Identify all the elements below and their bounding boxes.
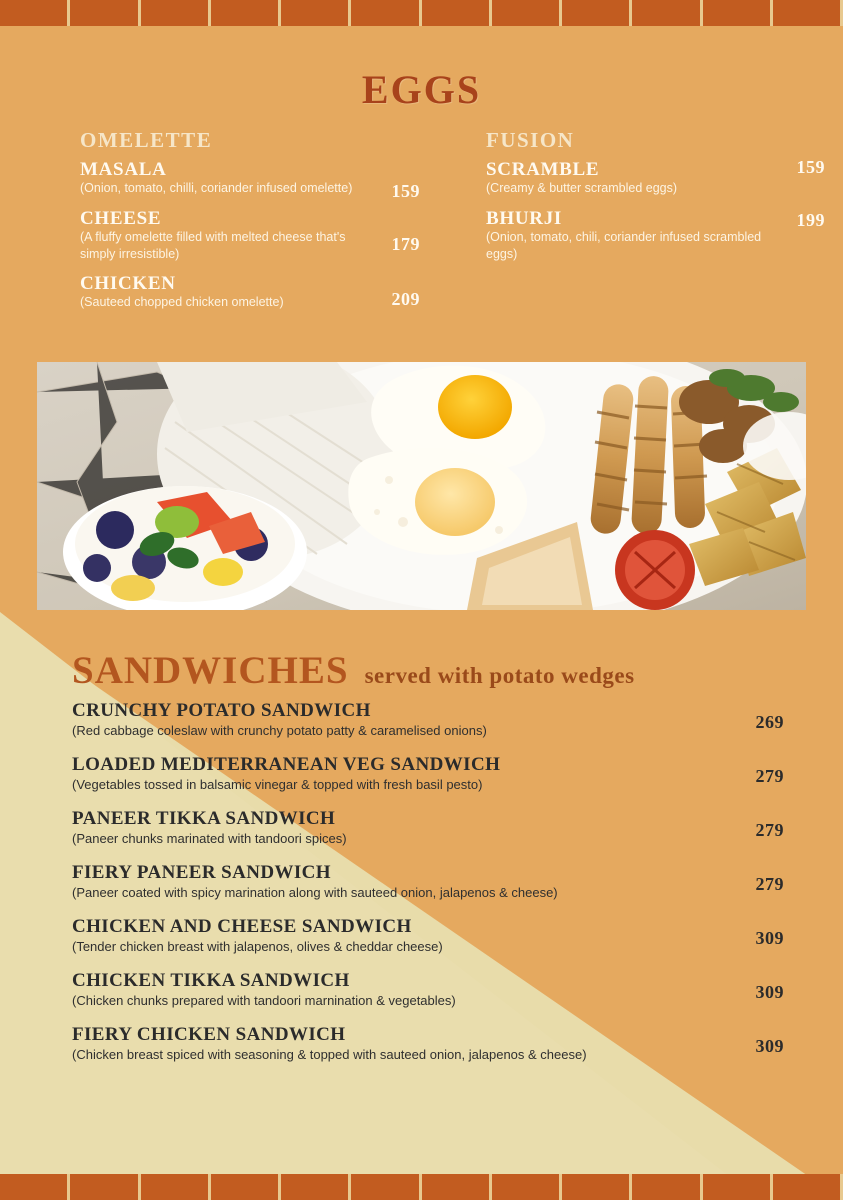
breakfast-photo-illustration — [37, 362, 806, 610]
menu-item — [80, 159, 420, 201]
item-name: PANEER TIKKA SANDWICH — [72, 808, 336, 829]
border-tile — [773, 0, 843, 26]
border-tile — [211, 0, 281, 26]
item-description: (A fluffy omelette filled with melted cheese that's simply irresistible) — [80, 230, 346, 261]
border-tile — [351, 0, 421, 26]
item-description: (Paneer chunks marinated with tandoori spices) — [72, 830, 347, 846]
item-price: 159 — [391, 181, 420, 201]
border-tile — [70, 1174, 140, 1200]
item-description: (Creamy & butter scrambled eggs) — [486, 181, 678, 196]
list-item — [72, 970, 784, 1010]
border-tile — [0, 1174, 70, 1200]
sandwiches-subtitle: served with potato wedges — [364, 663, 635, 688]
item-price: 179 — [391, 233, 420, 254]
item-description: (Vegetables tossed in balsamic vinegar & topped with fresh basil pesto) — [72, 776, 483, 792]
item-price: 309 — [755, 1036, 784, 1056]
sandwiches-header — [72, 648, 635, 693]
top-border-band — [0, 0, 843, 26]
item-name: LOADED MEDITERRANEAN VEG SANDWICH — [72, 754, 501, 775]
item-description: (Chicken chunks prepared with tandoori marnination & vegetables) — [72, 992, 456, 1008]
item-description: (Paneer coated with spicy marination along with sauteed onion, jalapenos & cheese) — [72, 884, 558, 900]
menu-item — [80, 273, 420, 311]
list-item — [72, 862, 784, 902]
menu-item — [80, 208, 420, 262]
omelette-heading: OMELETTE — [80, 128, 213, 152]
item-name: MASALA — [80, 159, 167, 180]
breakfast-photo — [37, 362, 806, 610]
item-description: (Sauteed chopped chicken omelette) — [80, 295, 284, 310]
bottom-border-band — [0, 1174, 843, 1200]
item-price: 309 — [755, 982, 784, 1002]
item-price: 279 — [755, 820, 784, 840]
item-name: CRUNCHY POTATO SANDWICH — [72, 700, 371, 721]
list-item — [72, 754, 784, 794]
item-description: (Onion, tomato, chili, coriander infused scrambled eggs) — [486, 230, 762, 261]
border-tile — [632, 1174, 702, 1200]
border-tile — [492, 1174, 562, 1200]
border-tile — [703, 1174, 773, 1200]
border-tile — [211, 1174, 281, 1200]
border-tile — [0, 0, 70, 26]
list-item — [72, 916, 784, 956]
item-price: 309 — [755, 928, 784, 948]
border-tile — [422, 0, 492, 26]
item-price: 209 — [391, 289, 420, 310]
omelette-column — [0, 128, 420, 322]
fusion-column — [420, 128, 843, 322]
item-price: 279 — [755, 766, 784, 786]
border-tile — [141, 0, 211, 26]
item-price: 199 — [796, 209, 825, 230]
menu-item — [486, 159, 843, 197]
border-tile — [632, 0, 702, 26]
eggs-sections — [0, 128, 843, 322]
border-tile — [281, 1174, 351, 1200]
border-tile — [703, 0, 773, 26]
item-description: (Tender chicken breast with jalapenos, olives & cheddar cheese) — [72, 938, 443, 954]
border-tile — [141, 1174, 211, 1200]
menu-item — [486, 208, 843, 262]
item-price: 269 — [755, 712, 784, 732]
item-description: (Onion, tomato, chilli, coriander infused omelette) — [80, 181, 353, 196]
item-name: CHICKEN TIKKA SANDWICH — [72, 970, 350, 991]
border-tile — [281, 0, 351, 26]
item-price: 279 — [755, 874, 784, 894]
item-name: SCRAMBLE — [486, 159, 600, 180]
item-name: CHEESE — [80, 207, 162, 229]
border-tile — [562, 0, 632, 26]
border-tile — [422, 1174, 492, 1200]
item-name: FIERY PANEER SANDWICH — [72, 862, 331, 883]
border-tile — [773, 1174, 843, 1200]
border-tile — [351, 1174, 421, 1200]
item-name: FIERY CHICKEN SANDWICH — [72, 1024, 346, 1045]
fusion-heading: FUSION — [486, 128, 575, 152]
item-name: CHICKEN — [80, 273, 176, 295]
eggs-section-title: EGGS — [361, 67, 482, 112]
item-name: BHURJI — [486, 207, 562, 229]
sandwiches-list — [72, 700, 784, 1078]
list-item — [72, 700, 784, 740]
item-description: (Chicken breast spiced with seasoning & topped with sauteed onion, jalapenos & cheese) — [72, 1046, 587, 1062]
border-tile — [70, 0, 140, 26]
sandwiches-section-title: SANDWICHES — [72, 649, 349, 692]
border-tile — [492, 0, 562, 26]
list-item — [72, 808, 784, 848]
item-price: 159 — [796, 157, 825, 177]
item-name: CHICKEN AND CHEESE SANDWICH — [72, 916, 412, 937]
border-tile — [562, 1174, 632, 1200]
list-item — [72, 1024, 784, 1064]
item-description: (Red cabbage coleslaw with crunchy potato patty & caramelised onions) — [72, 722, 487, 738]
